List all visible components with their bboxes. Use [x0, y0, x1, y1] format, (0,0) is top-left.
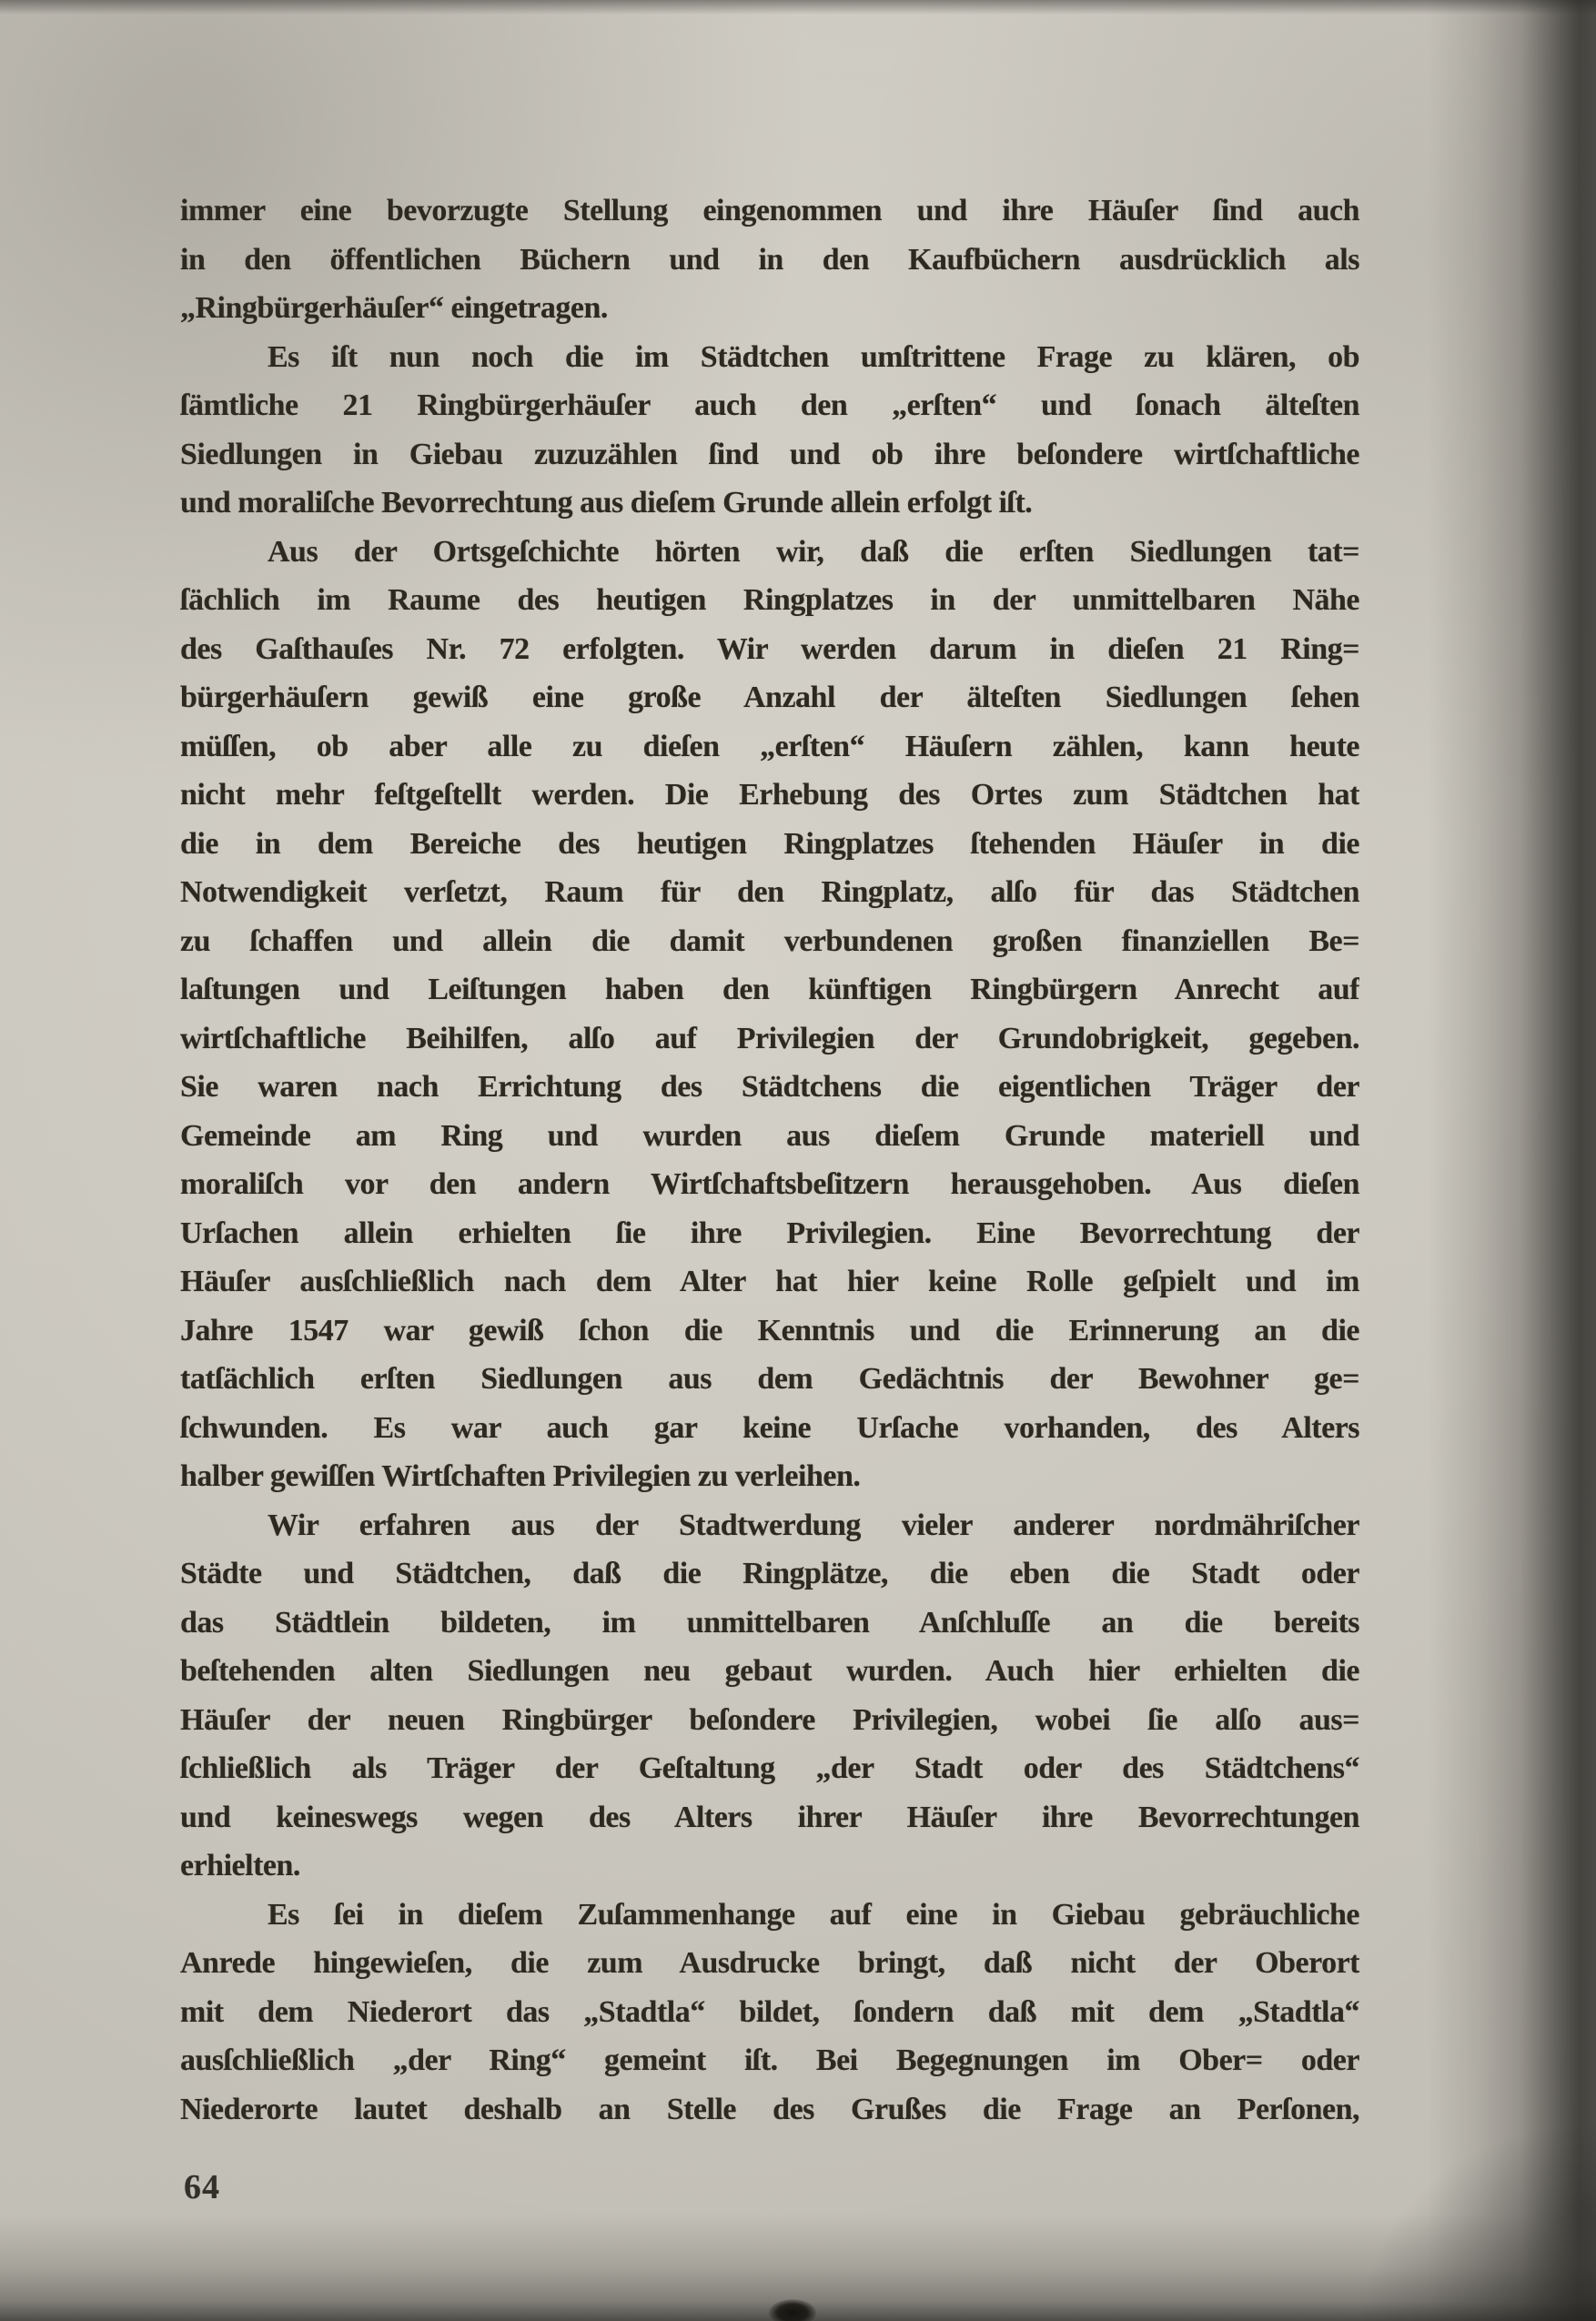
- text-line: und keineswegs wegen des Alters ihrer Häuſer ihre Bevorrechtungen: [180, 1800, 1359, 1834]
- text-line: Häuſer ausſchließlich nach dem Alter hat hier keine Rolle geſpielt und im: [180, 1265, 1359, 1298]
- scan-shadow-corner: [1359, 2121, 1596, 2321]
- text-line: des Gaſthauſes Nr. 72 erfolgten. Wir werden darum in dieſen 21 Ring=: [180, 631, 1359, 666]
- text-line: bürgerhäuſern gewiß eine große Anzahl der älteſten Siedlungen ſehen: [180, 681, 1359, 714]
- ink-mark-bottom: [769, 2299, 816, 2321]
- text-line: ſächlich im Raume des heutigen Ringplatzes in der unmittelbaren Nähe: [180, 583, 1359, 617]
- text-line: Notwendigkeit verſetzt, Raum für den Ringplatz, alſo für das Städtchen: [180, 875, 1359, 909]
- text-line: erhielten.: [180, 1849, 300, 1882]
- text-line: Es ſei in dieſem Zuſammenhange auf eine in Giebau gebräuchliche: [268, 1897, 1359, 1932]
- text-line: Niederorte lautet deshalb an Stelle des Grußes die Frage an Perſonen,: [180, 2092, 1359, 2126]
- text-line: halber gewiſſen Wirtſchaften Privilegien zu verleihen.: [180, 1459, 861, 1493]
- text-line: tatſächlich erſten Siedlungen aus dem Gedächtnis der Bewohner ge=: [180, 1362, 1359, 1396]
- text-line: Sie waren nach Errichtung des Städtchens die eigentlichen Träger der: [180, 1070, 1359, 1104]
- text-line: nicht mehr feſtgeſtellt werden. Die Erhebung des Ortes zum Städtchen hat: [180, 778, 1359, 812]
- paragraph: [180, 1891, 1359, 2134]
- text-line: immer eine bevorzugte Stellung eingenommen und ihre Häuſer ſind auch: [180, 194, 1359, 227]
- paragraph: [180, 333, 1359, 528]
- text-line: Siedlungen in Giebau zuzuzählen ſind und ob ihre beſondere wirtſchaftliche: [180, 437, 1359, 471]
- text-line: das Städtlein bildeten, im unmittelbaren Anſchluſſe an die bereits: [180, 1605, 1359, 1640]
- text-line: und moraliſche Bevorrechtung aus dieſem Grunde allein erfolgt iſt.: [180, 486, 1033, 520]
- paragraph: [180, 1501, 1359, 1891]
- paragraph: [180, 528, 1359, 1501]
- text-line: Jahre 1547 war gewiß ſchon die Kenntnis und die Erinnerung an die: [180, 1313, 1359, 1347]
- text-line: Städte und Städtchen, daß die Ringplätze, die eben die Stadt oder: [180, 1557, 1359, 1590]
- text-line: zu ſchaffen und allein die damit verbundenen großen finanziellen Be=: [180, 923, 1359, 958]
- text-line: beſtehenden alten Siedlungen neu gebaut wurden. Auch hier erhielten die: [180, 1654, 1359, 1688]
- text-block: [180, 187, 1359, 2134]
- text-line: ſchließlich als Träger der Geſtaltung „der Stadt oder des Städtchens“: [180, 1751, 1359, 1785]
- text-line: Anrede hingewieſen, die zum Ausdrucke bringt, daß nicht der Oberort: [180, 1946, 1359, 1980]
- text-line: ausſchließlich „der Ring“ gemeint iſt. Bei Begegnungen im Ober= oder: [180, 2043, 1359, 2077]
- text-line: Urſachen allein erhielten ſie ihre Privilegien. Eine Bevorrechtung der: [180, 1216, 1359, 1250]
- binding-shadow-right: [1428, 0, 1596, 2321]
- text-line: die in dem Bereiche des heutigen Ringplatzes ſtehenden Häuſer in die: [180, 826, 1359, 861]
- text-line: ſchwunden. Es war auch gar keine Urſache vorhanden, des Alters: [180, 1410, 1359, 1445]
- text-line: Es iſt nun noch die im Städtchen umſtrittene Frage zu klären, ob: [268, 339, 1359, 374]
- text-line: ſämtliche 21 Ringbürgerhäuſer auch den „erſten“ und ſonach älteſten: [180, 389, 1359, 422]
- text-line: Gemeinde am Ring und wurden aus dieſem Grunde materiell und: [180, 1118, 1359, 1153]
- text-line: „Ringbürgerhäuſer“ eingetragen.: [180, 291, 608, 325]
- text-line: laſtungen und Leiſtungen haben den künftigen Ringbürgern Anrecht auf: [180, 973, 1359, 1006]
- text-line: wirtſchaftliche Beihilfen, alſo auf Privilegien der Grundobrigkeit, gegeben.: [180, 1021, 1359, 1055]
- text-line: mit dem Niederort das „Stadtla“ bildet, ſondern daß mit dem „Stadtla“: [180, 1994, 1359, 2029]
- scan-shadow-top: [0, 0, 1596, 15]
- text-line: Wir erfahren aus der Stadtwerdung vieler anderer nordmähriſcher: [268, 1508, 1359, 1542]
- text-line: moraliſch vor den andern Wirtſchaftsbeſitzern herausgehoben. Aus dieſen: [180, 1167, 1359, 1201]
- text-line: Häuſer der neuen Ringbürger beſondere Privilegien, wobei ſie alſo aus=: [180, 1702, 1359, 1737]
- paragraph: [180, 187, 1359, 333]
- text-line: in den öffentlichen Büchern und in den Kaufbüchern ausdrücklich als: [180, 242, 1359, 277]
- page-number: 64: [184, 2168, 220, 2206]
- text-line: müſſen, ob aber alle zu dieſen „erſten“ Häuſern zählen, kann heute: [180, 729, 1359, 763]
- text-line: Aus der Ortsgeſchichte hörten wir, daß die erſten Siedlungen tat=: [268, 534, 1359, 569]
